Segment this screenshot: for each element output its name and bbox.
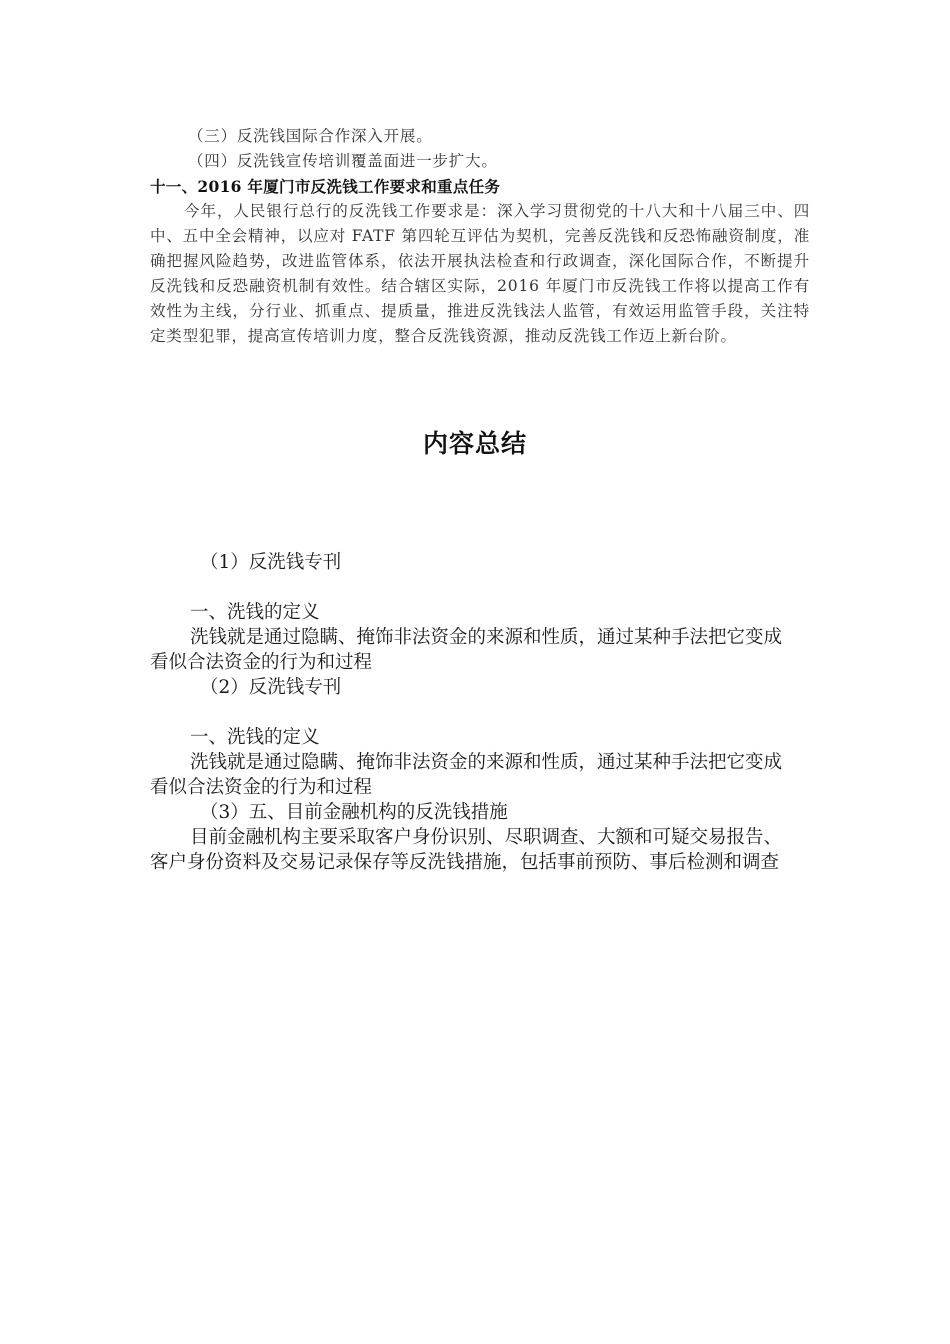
top-section (150, 124, 810, 349)
list-item: （三）反洗钱国际合作深入开展。 (188, 127, 433, 145)
summary-section (150, 550, 800, 875)
summary-body: 洗钱就是通过隐瞒、掩饰非法资金的来源和性质，通过某种手法把它变成看似合法资金的行为和过程 (150, 627, 783, 673)
summary-body: 目前金融机构主要采取客户身份识别、尽职调查、大额和可疑交易报告、客户身份资料及交易记录保存等反洗钱措施，包括事前预防、事后检测和调查 (150, 827, 783, 873)
summary-subheading: 一、洗钱的定义 (190, 727, 320, 748)
spacer (150, 575, 800, 600)
list-item: （四）反洗钱宣传培训覆盖面进一步扩大。 (188, 152, 498, 170)
summary-item-label: （2）反洗钱专刊 (200, 677, 342, 698)
summary-subheading: 一、洗钱的定义 (190, 602, 320, 623)
section-heading: 十一、2016 年厦门市反洗钱工作要求和重点任务 (150, 177, 501, 196)
summary-item-label: （1）反洗钱专刊 (200, 552, 342, 573)
summary-title: 内容总结 (422, 429, 527, 458)
spacer (150, 700, 800, 725)
body-paragraph: 今年，人民银行总行的反洗钱工作要求是：深入学习贯彻党的十八大和十八届三中、四中、五中全会精神，以应对 FATF 第四轮互评估为契机，完善反洗钱和反恐怖融资制度，准确把握风险趋势，改进监管体系，依法开展执法检查和行政调查，深化国际合作，不断提升反洗钱和反恐融资机制有效性。结合辖区实际，2016 年厦门市反洗钱工作将以提高工作有效性为主线，分行业、抓重点、提质量，推进反洗钱法人监管，有效运用监管手段，关注特定类型犯罪，提高宣传培训力度，整合反洗钱资源，推动反洗钱工作迈上新台阶。 (150, 202, 810, 345)
summary-item-label: （3）五、目前金融机构的反洗钱措施 (200, 802, 508, 823)
summary-body: 洗钱就是通过隐瞒、掩饰非法资金的来源和性质，通过某种手法把它变成看似合法资金的行为和过程 (150, 752, 783, 798)
